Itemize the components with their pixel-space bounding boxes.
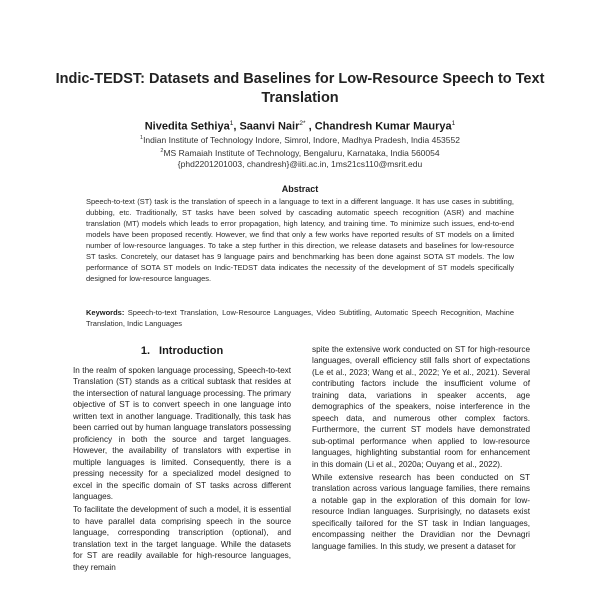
keywords-label: Keywords: [86,308,125,317]
affiliation-line [40,146,560,159]
keywords [86,307,514,329]
affiliation-text: MS Ramaiah Institute of Technology, Bengaluru, Karnataka, India 560054 [163,147,440,158]
affiliation-list [40,133,560,170]
section-number: 1. [140,345,151,357]
body-paragraph: In the realm of spoken language processing, Speech-to-text Translation (ST) stands as a critical subtask that resides at the intersection of natural language processing. The primary objective of ST is to convert speech in one language into written text in another language. Traditionally, this task has been carried out by human language translators possessing proficiency in both the source and target languages. However, the availability of translators with expertise in multiple languages is limited. Consequently, there is a pressing necessity for a specialized model designed to excel in the specific domain of ST tasks across different languages. [73,366,291,501]
right-column [312,344,530,552]
affiliation-mark: 2 [160,147,164,154]
author-emails: {phd2201201003, chandresh}@iiti.ac.in, 1ms21cs110@msrit.edu [177,158,423,169]
author-name: Nivedita Sethiya [144,120,230,133]
affiliation-mark: 1 [140,135,144,141]
body-paragraph: spite the extensive work conducted on ST for high-resource languages, overall efficiency still falls short of expectations (Le et al., 2023; Wang et al., 2022; Ye et al., 2021). Several contributing factors include the insufficient volume of training data, variations in speaker accents, age demographics of the speakers, noise interference in the speech data, and numerous other complex factors. Furthermore, the current ST models have demonstrated sub-optimal performance when applied to low-resource languages, highlighting substantial room for enhancement in this domain (Li et al., 2020a; Ouyang et al., 2022). [312,345,530,469]
author-list: Nivedita Sethiya$^1$, Saanvi Nair$^{2*}$ , Chandresh Kumar Maurya$^1$ [144,120,456,133]
section-title: Introduction [159,345,224,357]
affiliation-line [40,133,560,146]
body-paragraph: To facilitate the development of such a model, it is essential to have parallel data comprising speech in the source language, corresponding transcription (optional), and translation text in the target language. While the datasets for ST are readily available for high-resource languages, they remain [73,505,291,572]
author-name: Saanvi Nair [239,120,300,133]
section-heading [73,344,291,358]
body-paragraph: While extensive research has been conducted on ST translation across various language families, there remains a notable gap in the exploration of this domain for low-resource Indian languages. Surprisingly, no datasets exist specifically tailored for the ST task in Indian languages, encompassing neither the Dravidian nor the Devnagri language families. In this study, we present a dataset for [312,472,530,551]
author-affiliation-mark: 2* [299,120,306,127]
abstract-text: Speech-to-text (ST) task is the translation of speech in a language to text in a different language. It has use cases in subtitling, dubbing, etc. Traditionally, ST tasks have been solved by cascading automatic speech recognition (ASR) and machine translation (MT) models which leads to error propagation, high latency, and training time. To minimize such issues, end-to-end models have been proposed recently. However, we find that only a few works have reported results of ST models on a limited number of low-resource languages. To take a step further in this direction, we release datasets and baselines for low-resource ST tasks. Concretely, our dataset has 9 language pairs and benchmarking has been done against SOTA ST models. The low performance of SOTA ST models on Indic-TEDST data indicates the necessity of the development of ST models specifically designed for low-resource languages. [86,197,514,283]
paper-title: Indic-TEDST: Datasets and Baselines for Low-Resource Speech to Text Translation [55,71,545,106]
author-affiliation-mark: 1 [229,120,234,127]
author-name: Chandresh Kumar Maurya [314,120,452,133]
affiliation-text: Indian Institute of Technology Indore, Simrol, Indore, Madhya Pradesh, India 453552 [143,134,460,145]
left-column [73,344,291,573]
abstract-heading: Abstract [281,184,319,194]
author-affiliation-mark: 1 [451,120,456,127]
keywords-text: Speech-to-text Translation, Low-Resource Languages, Video Subtitling, Automatic Speech Recognition, Machine Translation, Indic Languages [86,308,514,328]
